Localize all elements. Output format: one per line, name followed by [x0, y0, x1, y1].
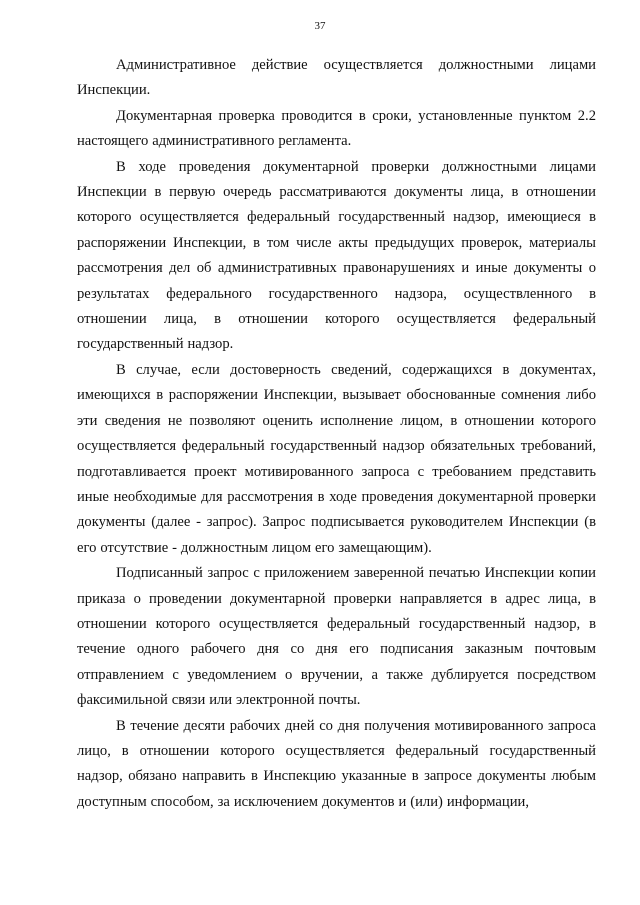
paragraph: Административное действие осуществляется должностными лицами Инспекции.: [77, 57, 596, 99]
paragraph: В случае, если достоверность сведений, содержащихся в документах, имеющихся в распоряжении Инспекции, вызывает обоснованные сомнения либо эти сведения не позволяют оценить исполнение лицом, в отношении которого осуществляется федеральный государственный надзор обязательных требований, подготавливается проект мотивированного запроса с требованием представить иные необходимые для рассмотрения в ходе проведения документарной проверки документы (далее - запрос). Запрос подписывается руководителем Инспекции (в его отсутствие - должностным лицом его замещающим).: [77, 361, 596, 556]
document-body: [77, 53, 596, 815]
paragraph: Подписанный запрос с приложением заверенной печатью Инспекции копии приказа о проведении документарной проверки направляется в адрес лица, в отношении которого осуществляется федеральный государственный надзор, в течение одного рабочего дня со дня его подписания заказным почтовым отправлением с уведомлением о вручении, а также дублируется посредством факсимильной связи или электронной почты.: [77, 565, 596, 709]
paragraph: Документарная проверка проводится в сроки, установленные пунктом 2.2 настоящего административного регламента.: [77, 107, 596, 150]
page-number: 37: [314, 20, 326, 32]
paragraph: В течение десяти рабочих дней со дня получения мотивированного запроса лицо, в отношении которого осуществляется федеральный государственный надзор, обязано направить в Инспекцию указанные в запросе документы любым доступным способом, за исключением документов и (или) информации,: [77, 717, 596, 810]
paragraph: В ходе проведения документарной проверки должностными лицами Инспекции в первую очередь рассматриваются документы лица, в отношении которого осуществляется федеральный государственный надзор, имеющиеся в распоряжении Инспекции, в том числе акты предыдущих проверок, материалы рассмотрения дел об административных правонарушениях и иные документы о результатах федерального государственного надзора, осуществленного в отношении лица, в отношении которого осуществляется федеральный государственный надзор.: [77, 158, 596, 353]
